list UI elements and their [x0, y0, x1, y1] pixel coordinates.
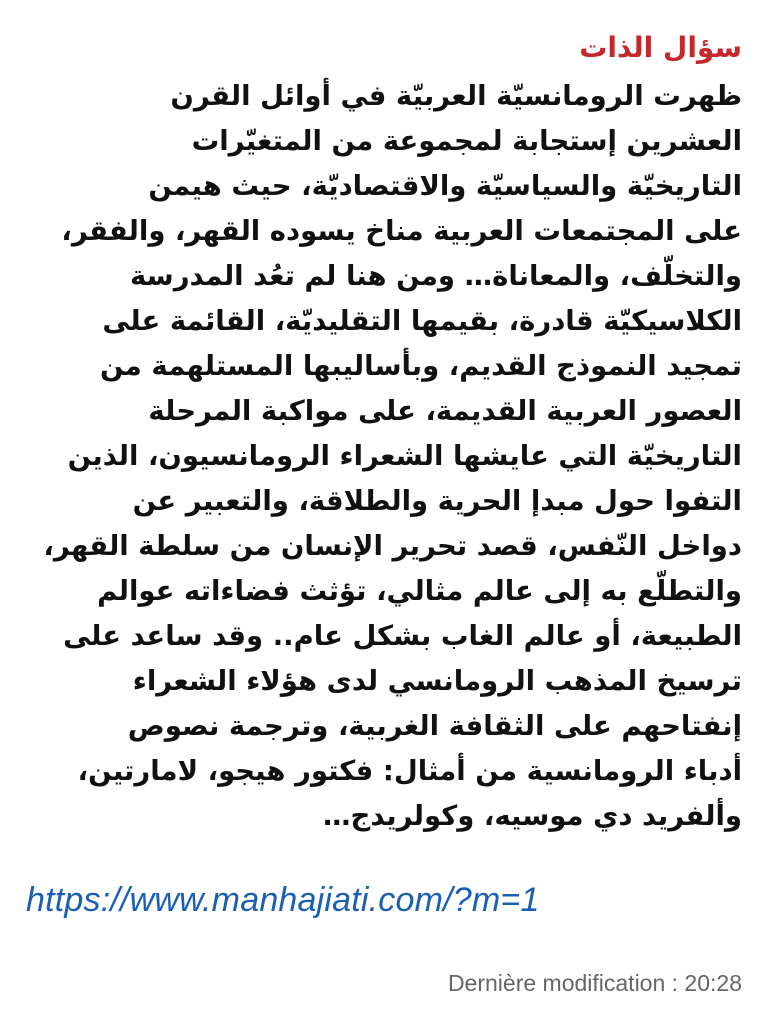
post-body-line: أدباء الرومانسية من أمثال: فكتور هيجو، لامارتين، — [77, 755, 742, 787]
post-body-line: وألفريد دي موسيه، وكولريدج… — [323, 800, 742, 832]
post-body-line: التفوا حول مبدإ الحرية والطلاقة، والتعبير عن — [132, 485, 742, 517]
post-body-line: إنفتاحهم على الثقافة الغربية، وترجمة نصوص — [127, 710, 742, 742]
post-body-line: ترسيخ المذهب الرومانسي لدى هؤلاء الشعراء — [132, 665, 742, 697]
post-body-line: دواخل النّفس، قصد تحرير الإنسان من سلطة القهر، — [43, 530, 742, 562]
post-body-line: على المجتمعات العربية مناخ يسوده القهر، والفقر، — [61, 215, 742, 247]
post-body-line: والتخلّف، والمعاناة… ومن هنا لم تعُد المدرسة — [129, 260, 742, 292]
last-modified-text: Dernière modification : 20:28 — [447, 970, 742, 996]
post-body-line: ظهرت الرومانسيّة العربيّة في أوائل القرن — [170, 80, 742, 112]
post-body-line: العصور العربية القديمة، على مواكبة المرحلة — [148, 395, 742, 427]
post-body-line: التاريخيّة التي عايشها الشعراء الرومانسيون، الذين — [67, 440, 742, 472]
post-body-line: والتطلّع به إلى عالم مثالي، تؤثث فضاءاته عوالم — [97, 575, 742, 607]
post-body-line: التاريخيّة والسياسيّة والاقتصاديّة، حيث هيمن — [148, 170, 742, 202]
post-title: سؤال الذات — [579, 31, 742, 64]
post-body — [32, 74, 742, 839]
post-body-line: الطبيعة، أو عالم الغاب بشكل عام.. وقد ساعد على — [63, 620, 742, 652]
post-body-line: تمجيد النموذج القديم، وبأساليبها المستلهمة من — [100, 350, 742, 382]
source-link[interactable]: https://www.manhajiati.com/?m=1 — [26, 881, 540, 919]
post-body-line: الكلاسيكيّة قادرة، بقيمها التقليديّة، القائمة على — [102, 305, 742, 337]
post-body-line: العشرين إستجابة لمجموعة من المتغيّرات — [191, 125, 742, 157]
